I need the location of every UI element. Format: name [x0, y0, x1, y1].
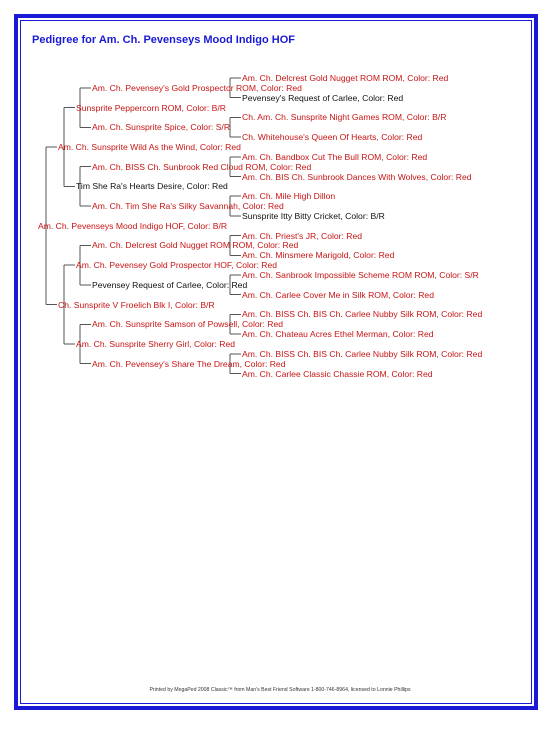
great-great-grandparent-entry: Am. Ch. Carlee Classic Chassie ROM, Color: Red — [242, 368, 433, 379]
subject-entry: Am. Ch. Pevenseys Mood Indigo HOF, Color: B/R — [38, 220, 228, 231]
great-great-grandparent-entry: Am. Ch. Carlee Cover Me in Silk ROM, Color: Red — [242, 289, 434, 300]
great-great-grandparent-entry: Ch. Am. Ch. Sunsprite Night Games ROM, Color: B/R — [242, 112, 447, 123]
great-grandparent-entry: Am. Ch. Sunsprite Spice, Color: S/R — [92, 122, 231, 133]
great-great-grandparent-entry: Am. Ch. BISS Ch. BIS Ch. Carlee Nubby Silk ROM, Color: Red — [242, 309, 483, 320]
great-great-grandparent-entry: Am. Ch. Mile High Dillon — [242, 191, 336, 202]
grandparent-entry: Am. Ch. Sunsprite Sherry Girl, Color: Red — [76, 338, 236, 349]
great-grandparent-entry: Am. Ch. Delcrest Gold Nugget ROM ROM, Color: Red — [92, 240, 299, 251]
great-great-grandparent-entry: Am. Ch. Chateau Acres Ethel Merman, Color: Red — [242, 329, 434, 340]
grandparent-entry: Tim She Ra's Hearts Desire, Color: Red — [76, 181, 228, 192]
grandparent-entry: Sunsprite Peppercorn ROM, Color: B/R — [76, 102, 226, 113]
footer-credit: Printed by MegaPed 2008 Classic™ from Man's Best Friend Software 1-800-746-8964, licensed to Lonnie Phillips — [149, 687, 411, 693]
sire-dam-entry: Ch. Sunsprite V Froelich Blk I, Color: B/R — [58, 299, 215, 310]
great-great-grandparent-entry: Am. Ch. BIS Ch. Sunbrook Dances With Wolves, Color: Red — [242, 171, 472, 182]
page-title: Pedigree for Am. Ch. Pevenseys Mood Indigo HOF — [32, 34, 296, 46]
great-grandparent-entry: Am. Ch. Pevensey's Gold Prospector ROM, Color: Red — [92, 82, 302, 93]
great-grandparent-entry: Pevensey Request of Carlee, Color: Red — [92, 279, 248, 290]
grandparent-entry: Am. Ch. Pevensey Gold Prospector HOF, Color: Red — [76, 260, 278, 271]
great-grandparent-entry: Am. Ch. BISS Ch. Sunbrook Red Cloud ROM, Color: Red — [92, 161, 312, 172]
great-great-grandparent-entry: Am. Ch. Minsmere Marigold, Color: Red — [242, 250, 395, 261]
great-great-grandparent-entry: Am. Ch. Priest's JR, Color: Red — [242, 230, 363, 241]
great-grandparent-entry: Am. Ch. Tim She Ra's Silky Savannah, Color: Red — [92, 201, 284, 212]
sire-dam-entry: Am. Ch. Sunsprite Wild As the Wind, Color: Red — [58, 141, 241, 152]
great-great-grandparent-entry: Am. Ch. BISS Ch. BIS Ch. Carlee Nubby Silk ROM, Color: Red — [242, 348, 483, 359]
great-grandparent-entry: Am. Ch. Sunsprite Samson of Powsell, Color: Red — [92, 319, 284, 330]
great-great-grandparent-entry: Pevensey's Request of Carlee, Color: Red — [242, 92, 404, 103]
great-great-grandparent-entry: Am. Ch. Delcrest Gold Nugget ROM ROM, Color: Red — [242, 73, 449, 83]
great-great-grandparent-entry: Am. Ch. Bandbox Cut The Bull ROM, Color: Red — [242, 151, 428, 162]
great-great-grandparent-entry: Ch. Whitehouse's Queen Of Hearts, Color: Red — [242, 132, 423, 143]
great-grandparent-entry: Am. Ch. Pevensey's Share The Dream, Color: Red — [92, 358, 286, 369]
great-great-grandparent-entry: Sunsprite Itty Bitty Cricket, Color: B/R — [242, 210, 385, 221]
great-great-grandparent-entry: Am. Ch. Sanbrook Impossible Scheme ROM ROM, Color: S/R — [242, 270, 479, 280]
